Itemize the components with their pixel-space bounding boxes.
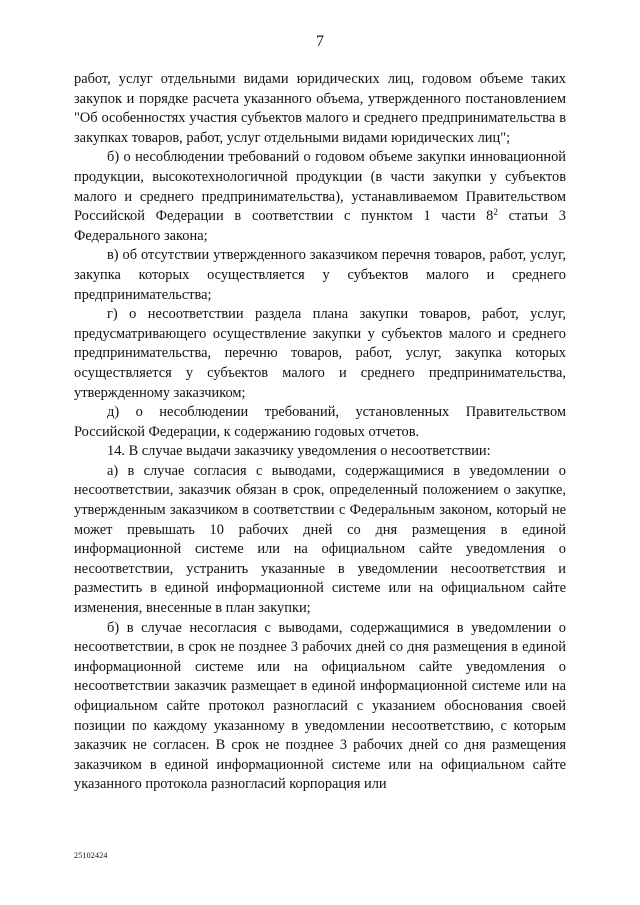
paragraph-item-v: в) об отсутствии утвержденного заказчиком перечня товаров, работ, услуг, закупка которых осуществляется у субъектов малого и среднего предпринимательства; — [74, 247, 566, 303]
paragraph-14-a: а) в случае согласия с выводами, содержащимися в уведомлении о несоответствии, заказчик обязан в срок, определенный положением о закупке, утвержденным заказчиком в соответствии с Федеральным законом, который не может превышать 10 рабочих дней со дня размещения в единой информационной системе или на официальном сайте уведомления о несоответствии, устранить указанные в уведомлении несоответствия и разместить в единой информационной системе или на официальном сайте изменения, внесенные в план закупки; — [74, 462, 566, 617]
paragraph-item-d: д) о несоблюдении требований, установленных Правительством Российской Федерации, к содержанию годовых отчетов. — [74, 404, 566, 440]
paragraph-item-g: г) о несоответствии раздела плана закупки товаров, работ, услуг, предусматривающего осуществление закупки у субъектов малого и среднего предпринимательства, перечню товаров, работ, услуг, закупка которых осуществляется у субъектов малого и среднего предпринимательства, утвержденному заказчиком; — [74, 306, 566, 401]
paragraph-14-b: б) в случае несогласия с выводами, содержащимися в уведомлении о несоответствии, в срок не позднее 3 рабочих дней со дня размещения в единой информационной системе или на официальном сайте уведомления о несоответствии заказчик размещает в единой информационной системе или на официальном сайте протокол разногласий с указанием обоснования своей позиции по каждому указанному в уведомлении несоответствию, с которым заказчик не согласен. В срок не позднее 3 рабочих дней со дня размещения заказчиком в единой информационной системе или на официальном сайте указанного протокола разногласий корпорация или — [74, 619, 566, 793]
paragraph-item-b — [74, 148, 566, 246]
paragraph-item-b-text: б) о несоблюдении требований о годовом объеме закупки инновационной продукции, высокотехнологичной продукции (в части закупки у субъектов малого и среднего предпринимательства), устанавливаемом Правительством Российской Федерации в соответствии с пунктом 1 части 8 — [74, 149, 566, 225]
paragraph-item-b-tail: статьи 3 Федерального закона; — [74, 208, 567, 244]
superscript-2: 2 — [493, 207, 498, 218]
document-code: 25102424 — [74, 851, 108, 860]
paragraph-continuation: работ, услуг отдельными видами юридических лиц, годовом объеме таких закупок и порядке расчета указанного объема, утвержденного постановлением "Об особенностях участия субъектов малого и среднего предпринимательства в закупках товаров, работ, услуг отдельными видами юридических лиц"; — [74, 71, 566, 146]
paragraph-section-14: 14. В случае выдачи заказчику уведомления о несоответствии: — [107, 443, 491, 460]
page-number: 7 — [316, 33, 324, 50]
document-body — [74, 70, 566, 795]
